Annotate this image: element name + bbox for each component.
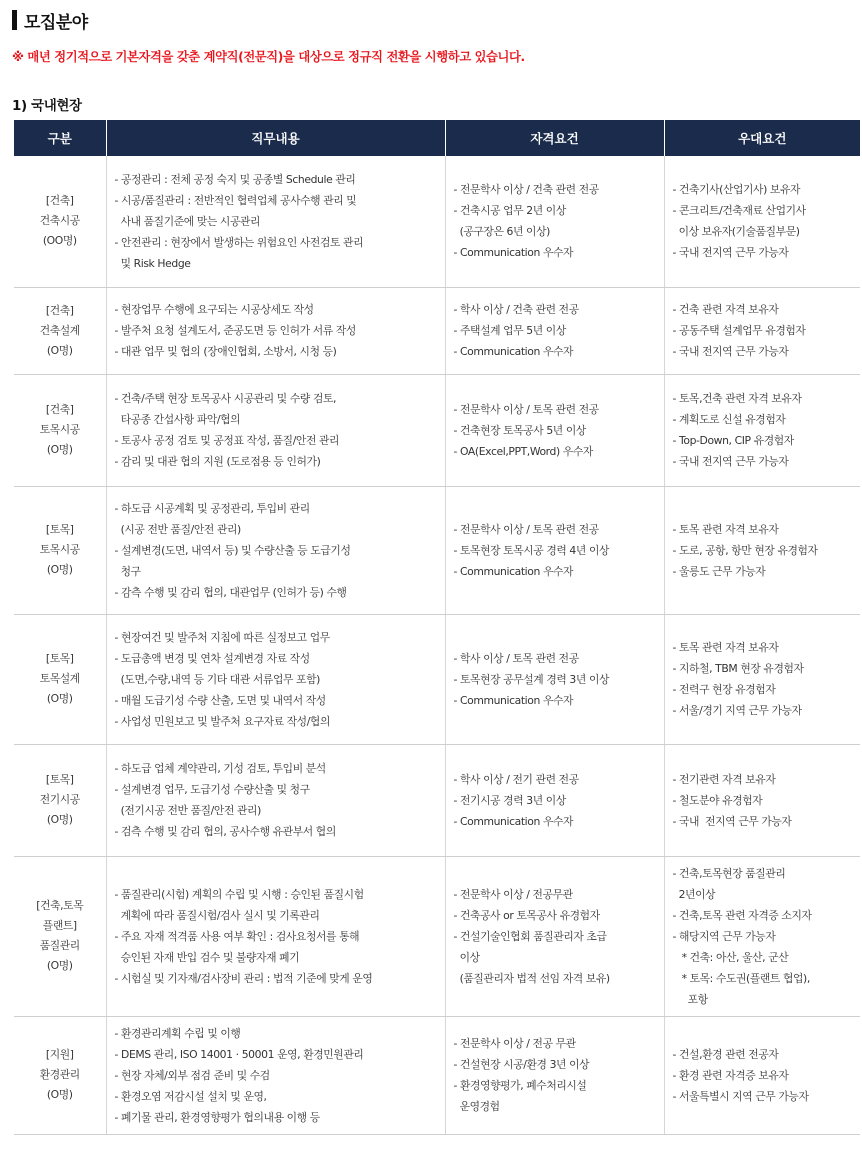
duties-list: [115, 1023, 445, 1128]
requirements-cell: [445, 1016, 664, 1134]
list-item: - 안전관리 : 현장에서 발생하는 위험요인 사전검토 관리: [114, 235, 364, 249]
list-item: - 환경오염 저감시설 설치 및 운영,: [114, 1089, 267, 1103]
list-item: - 건축시공 업무 2년 이상: [453, 204, 566, 218]
list-item: - 지하철, TBM 현장 유경험자: [672, 662, 804, 675]
preferred-list: [673, 388, 861, 472]
list-item: - 하도급 업체 계약관리, 기성 검토, 투입비 분석: [114, 762, 326, 775]
list-item: - 토목,건축 관련 자격 보유자: [672, 392, 802, 405]
category-cell: [14, 374, 106, 486]
list-item: - 국내 전지역 근무 가능자: [672, 345, 789, 358]
category-line: 토목시공: [39, 423, 80, 436]
category-line: (O명): [46, 959, 73, 972]
list-item: - 전문학사 이상 / 전공무관: [453, 887, 573, 901]
list-item: - 검측 수행 및 감리 협의, 공사수행 유관부서 협의: [114, 825, 336, 838]
duties-cell: [106, 856, 445, 1016]
list-item: 청구: [114, 564, 141, 578]
subsection-title: 1) 국내현장: [12, 98, 82, 114]
list-item: - 시험실 및 기자재/검사장비 관리 : 법적 기준에 맞게 운영: [114, 971, 373, 985]
list-item: - 토목 관련 자격 보유자: [672, 522, 779, 536]
duties-list: [115, 884, 445, 989]
preferred-cell: [664, 156, 860, 287]
category-line: 토목설계: [39, 672, 80, 685]
list-item: - 학사 이상 / 토목 관련 전공: [453, 651, 579, 665]
list-item: - 사업성 민원보고 및 발주처 요구자료 작성/협의: [114, 714, 330, 728]
list-item: - 서울/경기 지역 근무 가능자: [672, 704, 802, 717]
category-line: 건축시공: [39, 214, 80, 228]
category-line: 환경관리: [39, 1068, 80, 1081]
list-item: 운영경험: [453, 1100, 500, 1113]
preferred-cell: [664, 744, 860, 856]
category-line: (O명): [46, 813, 73, 826]
table-row: [14, 156, 860, 287]
preferred-list: [673, 769, 861, 832]
list-item: - 국내 전지역 근무 가능자: [672, 814, 792, 828]
list-item: - 환경관리계획 수립 및 이행: [114, 1026, 241, 1040]
requirements-cell: [445, 614, 664, 744]
list-item: - 설계변경 업무, 도급기성 수량산출 및 청구: [114, 783, 310, 796]
category-line: [토목]: [45, 773, 74, 786]
list-item: - 시공/품질관리 : 전반적인 협력업체 공사수행 관리 및: [114, 193, 357, 207]
requirements-list: [454, 769, 664, 832]
duties-cell: [106, 1016, 445, 1134]
list-item: - 콘크리트/건축재료 산업기사: [672, 204, 806, 218]
list-item: (전기시공 전반 품질/안전 관리): [114, 804, 261, 817]
duties-cell: [106, 744, 445, 856]
header-duties: 직무내용: [106, 120, 445, 156]
requirements-cell: [445, 156, 664, 287]
list-item: * 토목: 수도권(플랜트 협업),: [672, 971, 810, 985]
table-row: [14, 287, 860, 374]
list-item: - 현장 자체/외부 점검 준비 및 수검: [114, 1068, 270, 1082]
category-cell: [14, 287, 106, 374]
list-item: 및 Risk Hedge: [114, 256, 191, 270]
category-line: [건축]: [45, 194, 74, 208]
table-body: [14, 156, 860, 1134]
list-item: - 건축기사(산업기사) 보유자: [672, 183, 801, 197]
list-item: (품질관리자 법적 선임 자격 보유): [453, 971, 610, 985]
category-line: (O명): [46, 1088, 73, 1101]
preferred-cell: [664, 486, 860, 614]
category-line: [토목]: [45, 523, 74, 536]
requirements-list: [454, 179, 664, 263]
table-row: [14, 614, 860, 744]
list-item: - 서울특별시 지역 근무 가능자: [672, 1089, 809, 1103]
table-row: [14, 744, 860, 856]
duties-list: [115, 299, 445, 362]
category-cell: [14, 856, 106, 1016]
list-item: - 계획도로 신설 유경험자: [672, 413, 786, 426]
category-cell: [14, 744, 106, 856]
list-item: - 매월 도급기성 수량 산출, 도면 및 내역서 작성: [114, 693, 326, 707]
list-item: - 주택설계 업무 5년 이상: [453, 324, 566, 337]
list-item: - 철도분야 유경험자: [672, 793, 763, 807]
list-item: 포항: [672, 992, 708, 1006]
category-line: 품질관리: [39, 939, 80, 952]
duties-cell: [106, 486, 445, 614]
table-row: [14, 374, 860, 486]
table-row: [14, 856, 860, 1016]
table-row: [14, 486, 860, 614]
list-item: - 공동주택 설계업무 유경험자: [672, 324, 806, 337]
category-line: [건축,토목: [36, 899, 84, 912]
list-item: - 해당지역 근무 가능자: [672, 929, 776, 943]
preferred-cell: [664, 1016, 860, 1134]
preferred-cell: [664, 374, 860, 486]
category-line: (O명): [46, 443, 73, 456]
list-item: - Top-Down, CIP 유경험자: [672, 434, 794, 447]
list-item: - 전문학사 이상 / 토목 관련 전공: [453, 522, 599, 536]
category-line: 전기시공: [39, 793, 80, 806]
list-item: - 감측 수행 및 감리 협의, 대관업무 (인허가 등) 수행: [114, 585, 347, 599]
list-item: - OA(Excel,PPT,Word) 우수자: [453, 444, 593, 458]
list-item: 2년이상: [672, 887, 716, 901]
requirements-cell: [445, 856, 664, 1016]
preferred-cell: [664, 856, 860, 1016]
category-line: [지원]: [45, 1048, 74, 1061]
list-item: - 학사 이상 / 건축 관련 전공: [453, 303, 579, 316]
requirements-list: [454, 299, 664, 362]
list-item: - 건축현장 토목공사 5년 이상: [453, 423, 586, 437]
list-item: - 전력구 현장 유경험자: [672, 683, 776, 696]
list-item: * 건축: 아산, 울산, 군산: [672, 950, 789, 964]
category-line: [건축]: [45, 303, 74, 317]
category-cell: [14, 486, 106, 614]
list-item: - 전기관련 자격 보유자: [672, 772, 776, 786]
preferred-list: [673, 863, 861, 1010]
section-title-text: 모집분야: [24, 12, 88, 33]
duties-list: [115, 388, 445, 472]
header-requirements: 자격요건: [445, 120, 664, 156]
duties-list: [115, 498, 445, 603]
recruitment-table: [14, 120, 860, 1135]
list-item: - 건축/주택 현장 토목공사 시공관리 및 수량 검토,: [114, 392, 337, 405]
duties-cell: [106, 614, 445, 744]
duties-cell: [106, 156, 445, 287]
category-line: (OO명): [42, 234, 77, 248]
title-bar-icon: [12, 10, 17, 30]
list-item: - 설계변경(도면, 내역서 등) 및 수량산출 등 도급기성: [114, 543, 351, 557]
preferred-cell: [664, 287, 860, 374]
duties-list: [115, 627, 445, 732]
list-item: - 전문학사 이상 / 토목 관련 전공: [453, 402, 599, 416]
category-cell: [14, 1016, 106, 1134]
list-item: - 토목현장 공무설계 경력 3년 이상: [453, 672, 610, 686]
list-item: - 건축,토목현장 품질관리: [672, 866, 786, 880]
category-line: 건축설계: [39, 323, 80, 337]
category-line: (O명): [46, 692, 73, 705]
list-item: - 국내 전지역 근무 가능자: [672, 246, 789, 260]
requirements-cell: [445, 287, 664, 374]
header-preferred: 우대요건: [664, 120, 860, 156]
list-item: - 건설,환경 관련 전공자: [672, 1047, 779, 1061]
category-line: (O명): [46, 343, 73, 357]
table-row: [14, 1016, 860, 1134]
list-item: - Communication 우수자: [453, 345, 574, 358]
list-item: - Communication 우수자: [453, 564, 574, 578]
list-item: (도면,수량,내역 등 기타 대관 서류업무 포함): [114, 672, 320, 686]
list-item: 타공종 간섭사항 파악/협의: [114, 413, 241, 426]
list-item: - 도급총액 변경 및 연차 설계변경 자료 작성: [114, 651, 310, 665]
list-item: - 전기시공 경력 3년 이상: [453, 793, 566, 807]
requirements-list: [454, 884, 664, 989]
requirements-cell: [445, 744, 664, 856]
list-item: - 건축 관련 자격 보유자: [672, 303, 779, 316]
list-item: - Communication 우수자: [453, 814, 574, 828]
list-item: (공구장은 6년 이상): [453, 225, 550, 239]
list-item: - 전문학사 이상 / 건축 관련 전공: [453, 183, 599, 197]
list-item: - 현장여건 및 발주처 지침에 따른 실정보고 업무: [114, 630, 330, 644]
category-cell: [14, 156, 106, 287]
list-item: - 울릉도 근무 가능자: [672, 564, 766, 578]
list-item: - 환경 관련 자격증 보유자: [672, 1068, 789, 1082]
preferred-list: [673, 179, 861, 263]
category-line: 플랜트]: [42, 919, 77, 932]
list-item: - 국내 전지역 근무 가능자: [672, 455, 789, 468]
preferred-list: [673, 637, 861, 721]
requirements-cell: [445, 486, 664, 614]
list-item: - 감리 및 대관 협의 지원 (도로점용 등 인허가): [114, 455, 321, 468]
list-item: (시공 전반 품질/안전 관리): [114, 522, 241, 536]
list-item: - 폐기물 관리, 환경영향평가 협의내용 이행 등: [114, 1110, 320, 1124]
list-item: - 토목 관련 자격 보유자: [672, 641, 779, 654]
duties-list: [115, 169, 445, 274]
list-item: - 토공사 공정 검토 및 공정표 작성, 품질/안전 관리: [114, 434, 340, 447]
duties-cell: [106, 374, 445, 486]
requirements-list: [454, 648, 664, 711]
list-item: - 발주처 요청 설계도서, 준공도면 등 인허가 서류 작성: [114, 324, 356, 337]
list-item: - 공정관리 : 전체 공정 숙지 및 공종별 Schedule 관리: [114, 172, 356, 186]
requirements-list: [454, 519, 664, 582]
section-title: [12, 7, 88, 33]
list-item: 계획에 따라 품질시험/검사 실시 및 기록관리: [114, 908, 320, 922]
preferred-list: [673, 299, 861, 362]
list-item: - DEMS 관리, ISO 14001 · 50001 운영, 환경민원관리: [114, 1047, 364, 1061]
category-line: 토목시공: [39, 543, 80, 556]
list-item: - 하도급 시공계획 및 공정관리, 투입비 관리: [114, 501, 310, 515]
category-line: [토목]: [45, 652, 74, 665]
preferred-cell: [664, 614, 860, 744]
list-item: - Communication 우수자: [453, 246, 574, 260]
list-item: - 현장업무 수행에 요구되는 시공상세도 작성: [114, 303, 314, 316]
duties-cell: [106, 287, 445, 374]
list-item: 이상 보유자(기술품질부문): [672, 225, 800, 239]
preferred-list: [673, 1044, 861, 1107]
requirements-list: [454, 399, 664, 462]
list-item: - 도로, 공항, 항만 현장 유경험자: [672, 543, 818, 557]
duties-list: [115, 758, 445, 842]
list-item: - 건설현장 시공/환경 3년 이상: [453, 1058, 590, 1071]
requirements-list: [454, 1033, 664, 1117]
list-item: - 건축공사 or 토목공사 유경험자: [453, 908, 600, 922]
list-item: - 품질관리(시험) 계획의 수립 및 시행 : 승인된 품질시험: [114, 887, 364, 901]
list-item: 사내 품질기준에 맞는 시공관리: [114, 214, 261, 228]
list-item: - 학사 이상 / 전기 관련 전공: [453, 772, 579, 786]
table-header-row: [14, 120, 860, 156]
category-line: [건축]: [45, 403, 74, 416]
list-item: - 주요 자재 적격품 사용 여부 확인 : 검사요청서를 통해: [114, 929, 360, 943]
preferred-list: [673, 519, 861, 582]
list-item: - 토목현장 토목시공 경력 4년 이상: [453, 543, 610, 557]
list-item: - Communication 우수자: [453, 693, 574, 707]
list-item: - 대관 업무 및 협의 (장애인협회, 소방서, 시청 등): [114, 345, 337, 358]
requirements-cell: [445, 374, 664, 486]
list-item: - 환경영향평가, 폐수처리시설: [453, 1079, 587, 1092]
conversion-notice: ※ 매년 정기적으로 기본자격을 갖춘 계약직(전문직)을 대상으로 정규직 전환을 시행하고 있습니다.: [12, 50, 525, 64]
list-item: 승인된 자재 반입 검수 및 불량자재 폐기: [114, 950, 300, 964]
list-item: - 건설기술인협회 품질관리자 초급: [453, 929, 607, 943]
list-item: 이상: [453, 950, 480, 964]
header-category: 구분: [14, 120, 106, 156]
list-item: - 전문학사 이상 / 전공 무관: [453, 1037, 576, 1050]
category-cell: [14, 614, 106, 744]
list-item: - 건축,토목 관련 자격증 소지자: [672, 908, 812, 922]
category-line: (O명): [46, 563, 73, 576]
